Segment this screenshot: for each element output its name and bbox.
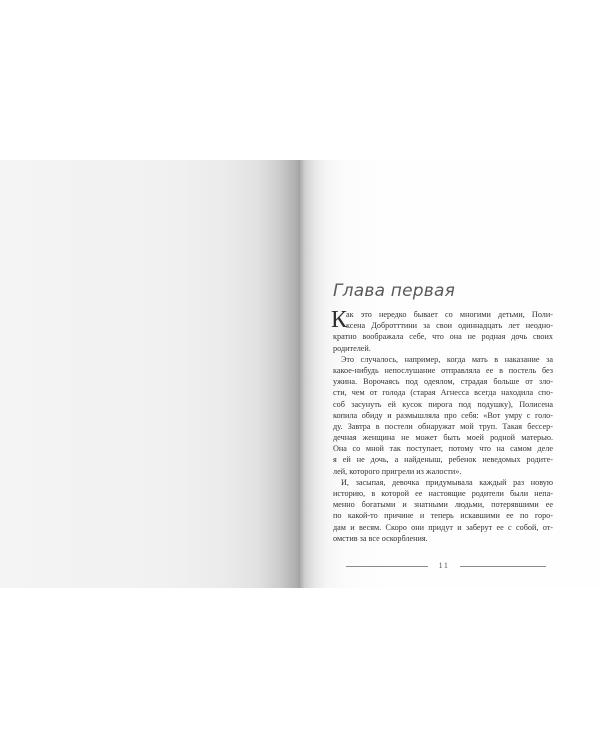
chapter-title: Глава первая [333, 281, 456, 301]
text-line: дечная женщина не может быть моей родной матерью. [333, 433, 553, 443]
text-line: ксена Добротттини за свои одиннадцать лет неодно- [346, 321, 553, 331]
text-line: ду. Завтра в постели обнаружат мой труп. Такая бессер- [333, 421, 553, 431]
text-line: историю, в которой ее настоящие родители были непа- [333, 489, 553, 498]
text-line: омстив за все оскорбления. [333, 533, 428, 543]
text-line: ак это нередко бывает со многими детьми, Поли- [346, 310, 553, 319]
text-line: какое-нибудь непослушание отправляла ее в постель без [333, 365, 553, 375]
text-line: копила обиду и размышляла про себя: «Вот умру с голо- [333, 410, 553, 420]
book-gutter-shadow [296, 160, 304, 588]
text-line: менно богатыми и знатными людьми, потерявшими ее [333, 500, 553, 510]
drop-cap-letter: К [331, 307, 348, 333]
text-line: я ей не дочь, а найденыш, ребенок неведомых родите- [333, 455, 553, 465]
chapter-body-text [333, 309, 553, 544]
text-line: соб засунуть ей кусок пирога под подушку), Полисена [333, 399, 553, 409]
text-line: Она со мной так поступает, потому что на самом деле [333, 444, 553, 454]
text-line: ужина. Ворочаясь под одеялом, страдая больше от зло- [333, 377, 553, 387]
text-line: кратно воображала себе, что она не родная дочь своих [333, 332, 553, 342]
text-line: Это случалось, например, когда мать в наказание за [341, 354, 553, 364]
text-line: по какой-то причине и теперь искавшими ее по горо- [333, 511, 553, 521]
text-line: И, засыпая, девочка придумывала каждый раз новую [341, 477, 553, 487]
text-line: дам и весям. Скоро они придут и заберут ее с собой, от- [333, 522, 553, 532]
footer-rule-right [460, 566, 546, 567]
text-line: родителей. [333, 343, 371, 353]
footer-rule-left [346, 566, 428, 567]
page-number: 11 [438, 561, 450, 570]
text-line: сти, чем от голода (старая Агнесса всегда находила спо- [333, 388, 553, 398]
left-page [0, 160, 300, 588]
text-line: лей, которого пригрели из жалости». [333, 466, 462, 476]
